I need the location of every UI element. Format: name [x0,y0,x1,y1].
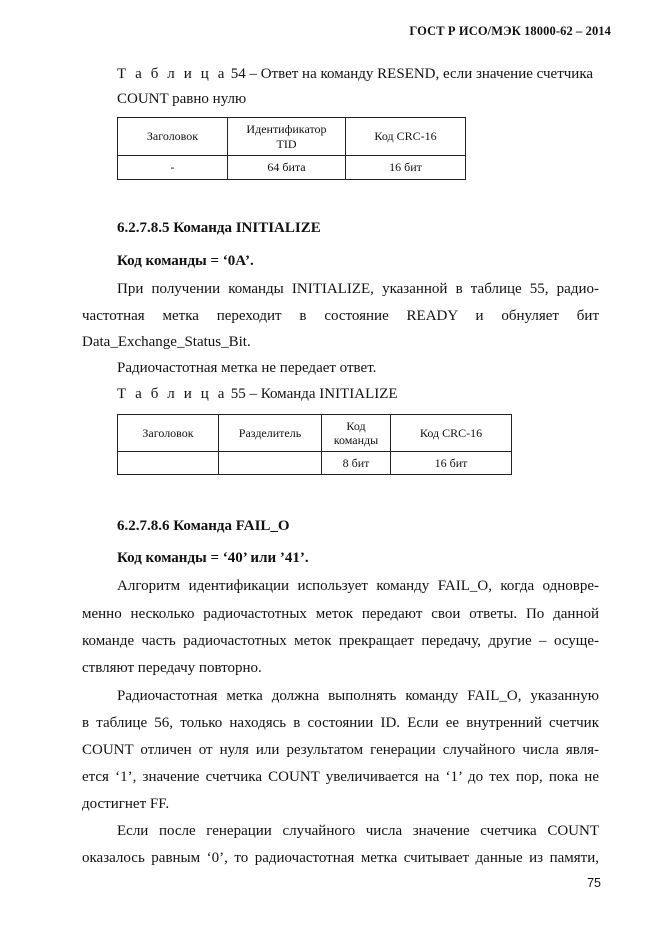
paragraph-line: Алгоритм идентификации использует команду FAIL_O, когда одновре- [117,578,599,594]
header-text: команды [333,433,379,447]
paragraph-line: оказалось равным ‘0’, то радиочастотная метка считывает данные из памяти, [82,850,599,866]
command-code: Код команды = ‘0A’. [117,253,254,269]
table-header-cell: Заголовок [118,415,219,452]
table-header-cell: Разделитель [219,415,322,452]
table-54 [117,117,466,180]
paragraph-line: в таблице 56, только находясь в состоянии ID. Если ее внутренний счетчик [82,715,599,731]
table-label: Т а б л и ц а [117,66,227,82]
table-caption-text: 54 – Ответ на команду RESEND, если значение счетчика [230,66,594,82]
header-text: Код [346,418,366,433]
table-cell: 64 бита [228,156,346,180]
table-label: Т а б л и ц а [117,386,227,402]
table-cell: 16 бит [346,156,466,180]
paragraph-line: команде часть радиочастотных меток прекращает передачу, другие – осуще- [82,633,599,649]
table-cell: 8 бит [322,452,391,475]
paragraph: Радиочастотная метка не передает ответ. [117,360,377,376]
table-row [118,156,466,180]
paragraph-line: ется ‘1’, значение счетчика COUNT увеличивается на ‘1’ до тех пор, пока не [82,769,599,785]
paragraph-line: достигнет FF. [82,796,170,812]
table-header-cell [228,118,346,156]
header-text: Идентификатор [246,122,327,137]
table-header-row [118,415,512,452]
paragraph-line: При получении команды INITIALIZE, указанной в таблице 55, радио- [117,281,599,297]
table-header-cell: Заголовок [118,118,228,156]
paragraph-line: ствляют передачу повторно. [82,660,262,676]
section-heading: 6.2.7.8.6 Команда FAIL_O [117,518,290,534]
paragraph-line: Если после генерации случайного числа значение счетчика COUNT [117,823,599,839]
table-55-caption [117,387,398,402]
section-heading: 6.2.7.8.5 Команда INITIALIZE [117,220,321,236]
paragraph-line: менно несколько радиочастотных меток передают свои ответы. По данной [82,606,599,622]
table-header-cell [322,415,391,452]
paragraph-line: частотная метка переходит в состояние READY и обнуляет бит [82,308,599,324]
table-header-cell: Код CRC-16 [391,415,512,452]
table-cell: - [118,156,228,180]
document-header: ГОСТ Р ИСО/МЭК 18000-62 – 2014 [409,24,611,38]
table-caption-text: 55 – Команда INITIALIZE [230,386,398,402]
table-54-caption-line2: COUNT равно нулю [117,91,247,107]
paragraph-line: Радиочастотная метка должна выполнять команду FAIL_O, указанную [117,688,599,704]
header-text: TID [276,136,297,151]
command-code: Код команды = ‘40’ или ’41’. [117,550,309,566]
table-cell: 16 бит [391,452,512,475]
table-54-caption [117,67,593,82]
paragraph-line: COUNT отличен от нуля или результатом генерации случайного числа явля- [82,742,599,758]
table-55 [117,414,512,475]
table-cell [219,452,322,475]
table-header-cell: Код CRC-16 [346,118,466,156]
page-number: 75 [587,876,601,890]
table-cell [118,452,219,475]
table-row [118,452,512,475]
table-header-row [118,118,466,156]
paragraph-line: Data_Exchange_Status_Bit. [82,334,251,350]
